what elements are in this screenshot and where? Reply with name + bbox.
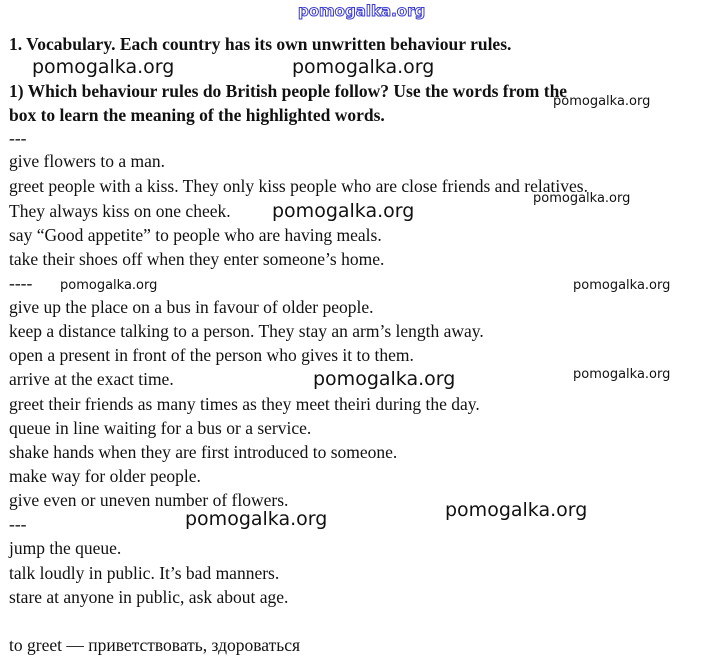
- watermark: pomogalka.org: [32, 56, 175, 78]
- rule-line: greet their friends as many times as they meet theiri during the day.: [9, 394, 480, 414]
- watermark: pomogalka.org: [533, 191, 631, 206]
- watermark: pomogalka.org: [292, 56, 435, 78]
- watermark: pomogalka.org: [445, 499, 588, 521]
- watermark: pomogalka.org: [573, 278, 671, 293]
- question-line-1: 1) Which behaviour rules do British people follow? Use the words from the: [9, 81, 568, 101]
- watermark: pomogalka.org: [185, 508, 328, 530]
- rule-line: say “Good appetite” to people who are having meals.: [9, 225, 382, 245]
- rule-line: keep a distance talking to a person. They stay an arm’s length away.: [9, 321, 484, 341]
- rule-line: take their shoes off when they enter someone’s home.: [9, 249, 385, 269]
- separator-1: ---: [9, 128, 27, 148]
- watermark: pomogalka.org: [60, 278, 158, 293]
- rule-line: jump the queue.: [9, 538, 122, 558]
- rule-line: stare at anyone in public, ask about age.: [9, 587, 289, 607]
- rule-line: queue in line waiting for a bus or a service.: [9, 418, 312, 438]
- rule-line: give even or uneven number of flowers.: [9, 490, 289, 510]
- rule-line: greet people with a kiss. They only kiss people who are close friends and relatives.: [9, 176, 588, 196]
- rule-line: give flowers to a man.: [9, 151, 165, 171]
- exercise-title: 1. Vocabulary. Each country has its own unwritten behaviour rules.: [9, 34, 512, 54]
- rule-line: arrive at the exact time.: [9, 369, 174, 389]
- rule-line: shake hands when they are first introduced to someone.: [9, 442, 398, 462]
- rule-line: talk loudly in public. It’s bad manners.: [9, 563, 280, 583]
- rule-line: open a present in front of the person who gives it to them.: [9, 345, 414, 365]
- rule-line: give up the place on a bus in favour of older people.: [9, 297, 374, 317]
- watermark: pomogalka.org: [272, 200, 415, 222]
- top-watermark: pomogalka.org: [298, 2, 426, 20]
- rule-line: make way for older people.: [9, 466, 201, 486]
- separator-2: ----: [9, 273, 33, 293]
- watermark: pomogalka.org: [553, 94, 651, 109]
- rule-line: They always kiss on one cheek.: [9, 201, 231, 221]
- question-line-2: box to learn the meaning of the highlighted words.: [9, 105, 385, 125]
- vocab-entry: to greet — приветствовать, здороваться: [9, 635, 301, 655]
- separator-3: ---: [9, 514, 27, 534]
- watermark: pomogalka.org: [313, 368, 456, 390]
- watermark: pomogalka.org: [573, 367, 671, 382]
